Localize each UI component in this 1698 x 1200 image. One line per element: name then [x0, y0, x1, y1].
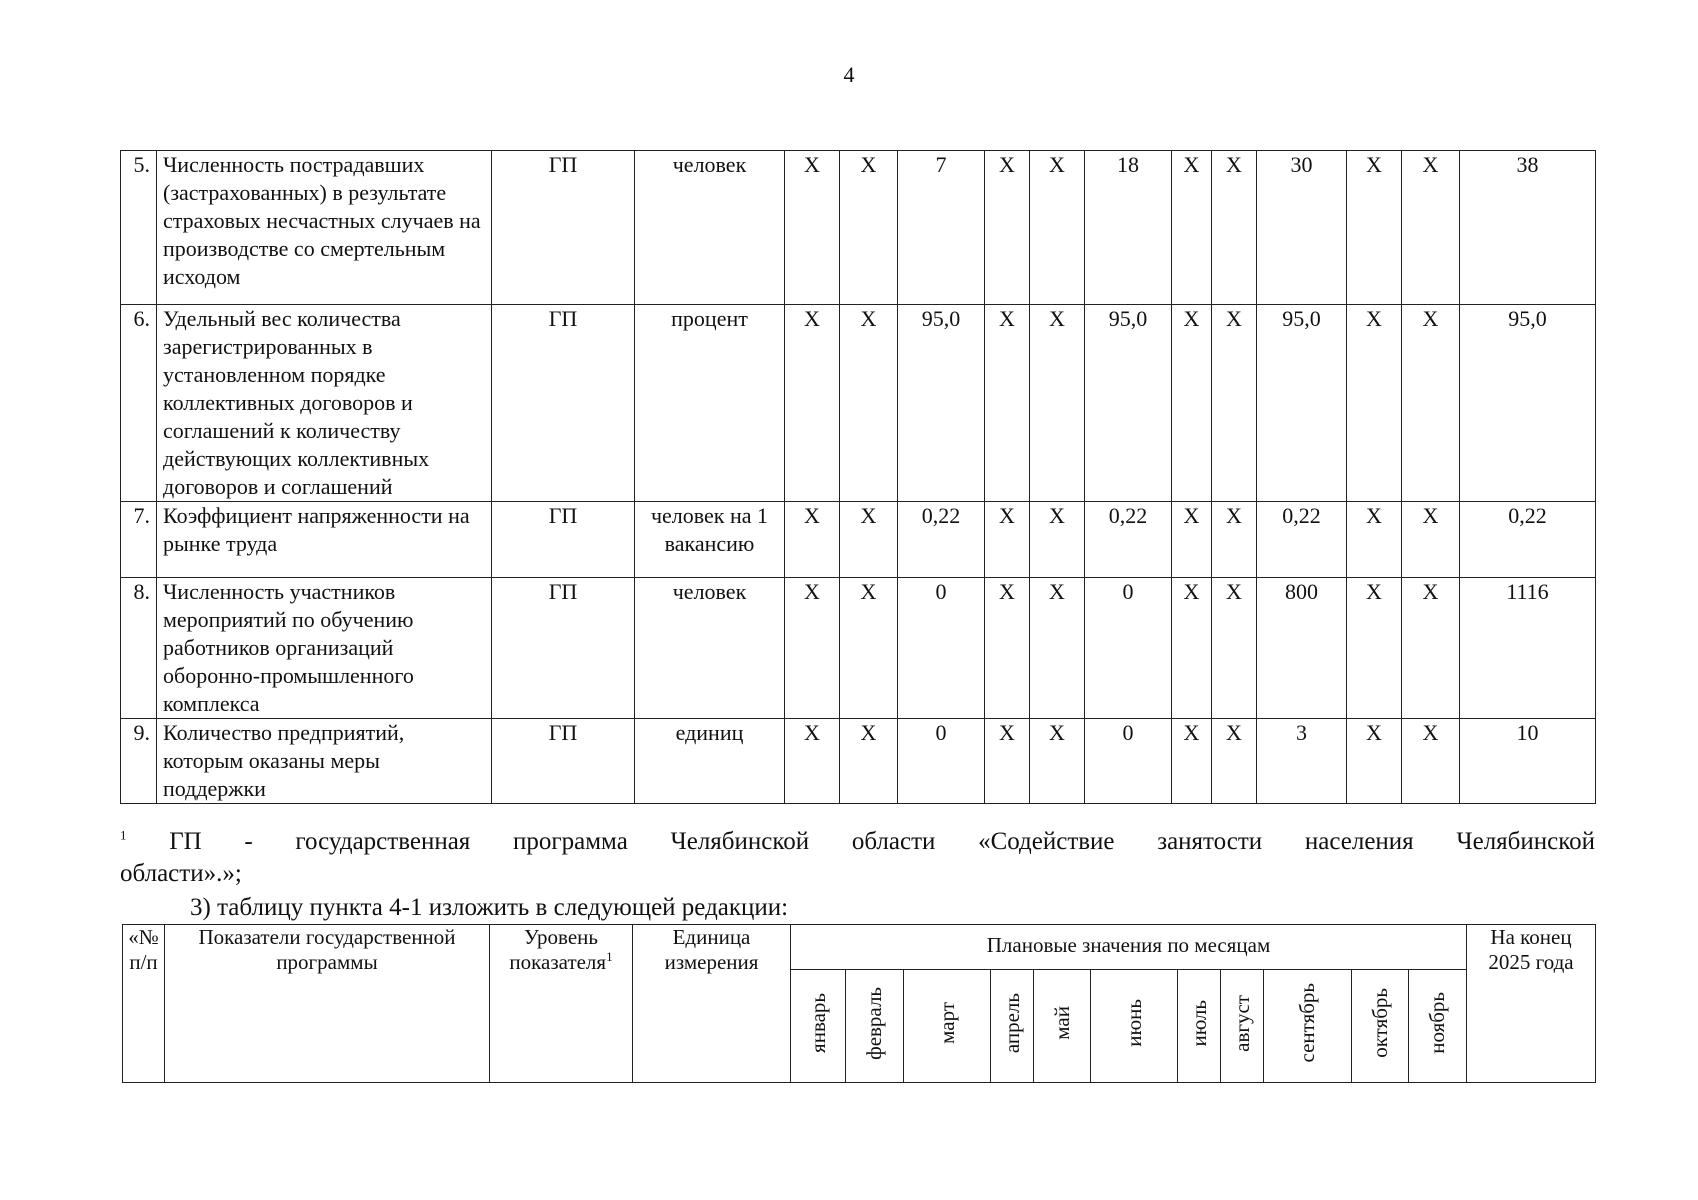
- month-value: X: [1172, 305, 1212, 502]
- month-value: 0,22: [1257, 502, 1347, 578]
- header-level: [490, 925, 633, 1083]
- month-value: 18: [1085, 151, 1172, 305]
- month-header: [991, 970, 1034, 1083]
- month-value: X: [985, 578, 1030, 719]
- month-value: 800: [1257, 578, 1347, 719]
- month-header: [1178, 970, 1221, 1083]
- instruction-paragraph: 3) таблицу пункта 4-1 изложить в следующей редакции:: [190, 894, 789, 921]
- month-header: [904, 970, 991, 1083]
- indicator-level: ГП: [492, 578, 635, 719]
- month-value: X: [840, 578, 898, 719]
- month-value: X: [1172, 151, 1212, 305]
- month-header: [1034, 970, 1091, 1083]
- month-value: X: [785, 151, 840, 305]
- month-value: X: [1030, 502, 1085, 578]
- indicator-unit: человек: [635, 151, 785, 305]
- indicator-unit: человек: [635, 578, 785, 719]
- month-label: июнь: [1121, 999, 1146, 1047]
- month-label: январь: [805, 993, 830, 1053]
- month-value: 10: [1460, 719, 1596, 804]
- indicator-level: ГП: [492, 151, 635, 305]
- header-indicator-name: Показатели государственной программы: [165, 925, 490, 1083]
- header-level-text: Уровень показателя: [509, 925, 607, 974]
- indicators-table-body: [121, 151, 1596, 804]
- indicators-table-header: [122, 924, 1596, 1083]
- month-header: [1409, 970, 1467, 1083]
- month-header: [1091, 970, 1178, 1083]
- month-value: X: [985, 502, 1030, 578]
- footnote-text: ГП - государственная программа Челябинской области «Содействие занятости населения Челябинской: [169, 828, 1596, 855]
- indicator-name: Количество предприятий, которым оказаны меры поддержки: [157, 719, 492, 804]
- month-value: X: [985, 305, 1030, 502]
- month-value: X: [985, 719, 1030, 804]
- header-number: «№ п/п: [123, 925, 165, 1083]
- month-value: 0: [898, 578, 985, 719]
- month-value: X: [1030, 578, 1085, 719]
- month-value: 0: [898, 719, 985, 804]
- header-level-sup: 1: [606, 949, 613, 964]
- table-row: [121, 578, 1596, 719]
- footnote-line-1: [120, 826, 1595, 858]
- month-value: X: [1347, 151, 1402, 305]
- indicator-name: Численность участников мероприятий по обучению работников организаций оборонно-промышленного комплекса: [157, 578, 492, 719]
- month-value: X: [785, 502, 840, 578]
- month-value: X: [1030, 719, 1085, 804]
- month-value: X: [840, 719, 898, 804]
- indicator-unit: процент: [635, 305, 785, 502]
- month-value: 7: [898, 151, 985, 305]
- footnote-mark: 1: [120, 827, 127, 843]
- month-value: X: [1212, 578, 1257, 719]
- month-label: май: [1049, 1006, 1074, 1040]
- month-value: 30: [1257, 151, 1347, 305]
- footnote-line-2: области».»;: [120, 860, 242, 887]
- month-value: X: [985, 151, 1030, 305]
- month-value: X: [1030, 151, 1085, 305]
- month-value: X: [840, 151, 898, 305]
- month-label: июль: [1186, 999, 1211, 1047]
- month-value: 38: [1460, 151, 1596, 305]
- indicator-name: Удельный вес количества зарегистрированных в установленном порядке коллективных договоров и соглашений к количеству действующих коллективных договоров и соглашений: [157, 305, 492, 502]
- month-value: 0: [1085, 719, 1172, 804]
- month-header: [1352, 970, 1409, 1083]
- month-header: [1264, 970, 1352, 1083]
- month-header: [1221, 970, 1264, 1083]
- indicator-level: ГП: [492, 305, 635, 502]
- month-value: 0,22: [1085, 502, 1172, 578]
- month-value: X: [1212, 305, 1257, 502]
- month-value: X: [1402, 502, 1460, 578]
- row-number: 5.: [121, 151, 157, 305]
- month-header: [791, 970, 846, 1083]
- header-end-of-year: На конец 2025 года: [1467, 925, 1596, 1083]
- month-value: X: [1347, 502, 1402, 578]
- month-value: 95,0: [898, 305, 985, 502]
- month-label: сентябрь: [1295, 983, 1319, 1063]
- month-label: апрель: [999, 992, 1024, 1054]
- indicator-level: ГП: [492, 502, 635, 578]
- month-value: X: [1402, 719, 1460, 804]
- indicator-unit: единиц: [635, 719, 785, 804]
- row-number: 9.: [121, 719, 157, 804]
- month-value: 95,0: [1085, 305, 1172, 502]
- month-value: X: [1212, 719, 1257, 804]
- month-value: 95,0: [1257, 305, 1347, 502]
- month-value: X: [1402, 305, 1460, 502]
- month-value: 0,22: [1460, 502, 1596, 578]
- month-value: X: [840, 305, 898, 502]
- month-value: X: [1030, 305, 1085, 502]
- month-value: X: [785, 578, 840, 719]
- month-value: X: [785, 719, 840, 804]
- table-row: [121, 502, 1596, 578]
- month-value: X: [1212, 502, 1257, 578]
- month-value: X: [1347, 578, 1402, 719]
- month-value: X: [1212, 151, 1257, 305]
- row-number: 7.: [121, 502, 157, 578]
- month-value: 1116: [1460, 578, 1596, 719]
- header-unit: Единица измерения: [633, 925, 791, 1083]
- month-label: август: [1229, 994, 1254, 1052]
- indicator-name: Численность пострадавших (застрахованных) в результате страховых несчастных случаев на производстве со смертельным исходом: [157, 151, 492, 305]
- indicator-name: Коэффициент напряженности на рынке труда: [157, 502, 492, 578]
- month-value: X: [785, 305, 840, 502]
- table-row: [121, 719, 1596, 804]
- month-value: 95,0: [1460, 305, 1596, 502]
- indicators-table-continued: [120, 150, 1596, 804]
- month-value: X: [1347, 719, 1402, 804]
- indicator-level: ГП: [492, 719, 635, 804]
- month-value: X: [1172, 502, 1212, 578]
- month-value: X: [1172, 719, 1212, 804]
- month-value: 3: [1257, 719, 1347, 804]
- month-value: 0,22: [898, 502, 985, 578]
- row-number: 8.: [121, 578, 157, 719]
- month-value: 0: [1085, 578, 1172, 719]
- month-value: X: [840, 502, 898, 578]
- month-label: март: [934, 1002, 959, 1044]
- month-label: февраль: [862, 986, 886, 1060]
- month-value: X: [1347, 305, 1402, 502]
- indicator-unit: человек на 1 вакансию: [635, 502, 785, 578]
- row-number: 6.: [121, 305, 157, 502]
- month-header: [846, 970, 904, 1083]
- month-value: X: [1172, 578, 1212, 719]
- month-label: ноябрь: [1425, 992, 1449, 1054]
- table-row: [121, 151, 1596, 305]
- table-row: [121, 305, 1596, 502]
- page-number: 4: [843, 62, 855, 87]
- month-label: октябрь: [1367, 988, 1392, 1058]
- header-monthly-values: Плановые значения по месяцам: [791, 925, 1467, 970]
- month-value: X: [1402, 151, 1460, 305]
- month-value: X: [1402, 578, 1460, 719]
